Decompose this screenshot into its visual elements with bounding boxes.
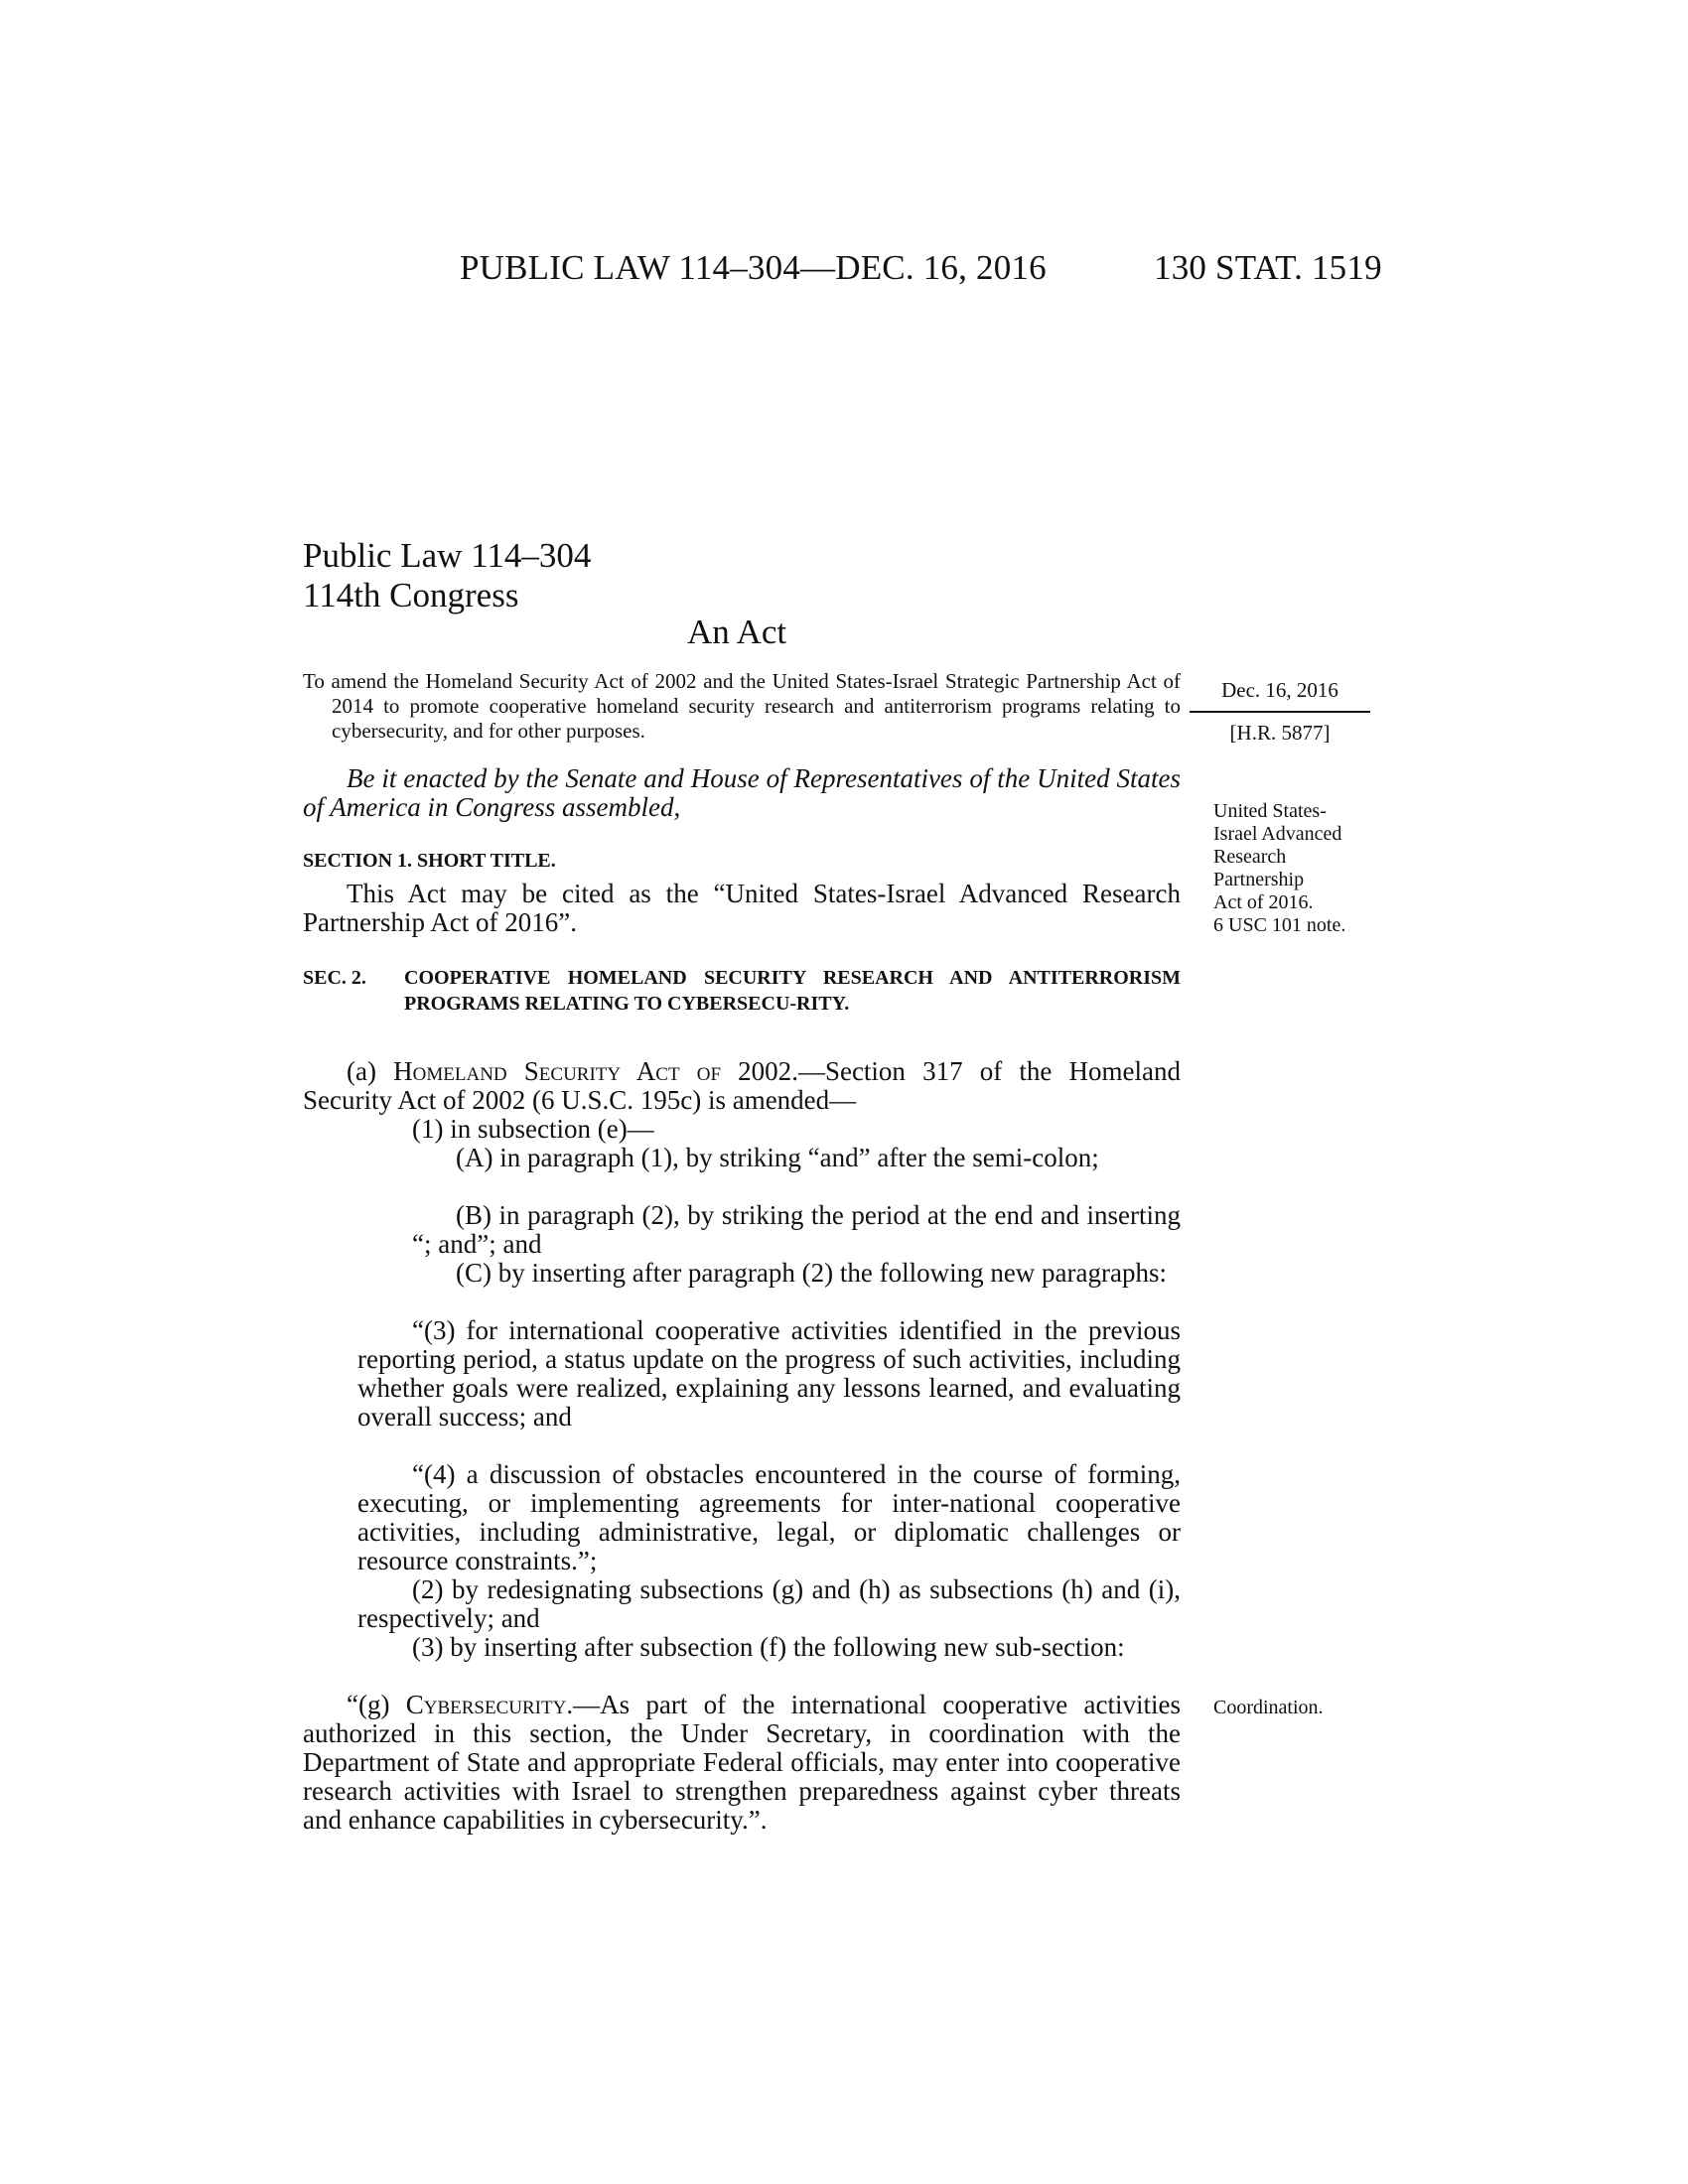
short-title-margin-note: [1213, 800, 1345, 937]
enactment-date-box: [1190, 678, 1370, 746]
paragraph-1: (1) in subsection (e)—: [412, 1114, 654, 1144]
paragraph-3: (3) by inserting after subsection (f) the following new sub-section:: [412, 1632, 1125, 1662]
enacting-clause: Be it enacted by the Senate and House of Representatives of the United States of America in Congress assembled,: [303, 763, 1181, 822]
margin-line: United States-: [1213, 800, 1327, 822]
subsection-a-label: (a): [347, 1056, 376, 1086]
purpose-clause: To amend the Homeland Security Act of 2002 and the United States-Israel Strategic Partnership Act of 2014 to promote cooperative homeland security research and antiterrorism programs relating to cybersecurity, and for other purposes.: [303, 669, 1181, 743]
margin-line: Act of 2016.: [1213, 891, 1314, 913]
subsection-a-text: .—Section 317 of the Homeland Security Act of 2002 (6 U.S.C. 195c) is amended—: [303, 1056, 1182, 1115]
subsection-a-caption: Homeland Security Act of 2002: [393, 1056, 792, 1086]
public-law-block: [303, 536, 591, 615]
section-1-heading: SECTION 1. SHORT TITLE.: [303, 850, 556, 872]
stat-citation: 130 STAT. 1519: [1154, 248, 1382, 287]
coordination-margin-note: Coordination.: [1213, 1697, 1324, 1718]
act-title: An Act: [687, 613, 787, 651]
quoted-paragraph-3: “(3) for international cooperative activities identified in the previous reporting period, a status update on the progress of such activities, including whether goals were realized, explaining any lessons learned, and evaluating overall success; and: [357, 1315, 1181, 1432]
subparagraph-c: (C) by inserting after paragraph (2) the following new paragraphs:: [456, 1258, 1168, 1288]
section-2-heading: [303, 965, 1181, 1017]
public-law-number: Public Law 114–304: [303, 536, 592, 575]
quoted-paragraph-4: “(4) a discussion of obstacles encountered in the course of forming, executing, or implementing agreements for inter-national cooperative activities, including administrative, legal, or diplomatic challenges or resource constraints.”;: [357, 1459, 1181, 1575]
quoted-subsection-g: [303, 1691, 1181, 1835]
subsection-g-text: .—As part of the international cooperative activities authorized in this section, the Under Secretary, in coordination with the Department of State and appropriate Federal officials, may enter into cooperative research activities with Israel to strengthen preparedness against cyber threats and enhance capabilities in cybersecurity.”.: [303, 1690, 1182, 1835]
subsection-g-label: “(g): [347, 1690, 390, 1719]
subsection-a: [303, 1057, 1181, 1115]
running-title: PUBLIC LAW 114–304—DEC. 16, 2016: [460, 248, 1047, 287]
margin-line: Partnership: [1213, 869, 1305, 890]
margin-line: Research: [1213, 846, 1287, 868]
margin-line: 6 USC 101 note.: [1213, 914, 1346, 936]
paragraph-2: (2) by redesignating subsections (g) and (h) as subsections (h) and (i), respectively; and: [357, 1574, 1181, 1633]
subparagraph-b: (B) in paragraph (2), by striking the period at the end and inserting “; and”; and: [412, 1200, 1181, 1259]
section-2-number: SEC. 2.: [303, 967, 366, 989]
subparagraph-a: (A) in paragraph (1), by striking “and” after the semi-colon;: [456, 1143, 1099, 1172]
subsection-g-caption: Cybersecurity: [405, 1690, 567, 1719]
enactment-date: Dec. 16, 2016: [1190, 678, 1370, 713]
margin-line: Israel Advanced: [1213, 823, 1342, 845]
congress-number: 114th Congress: [303, 576, 519, 614]
bill-number: [H.R. 5877]: [1229, 721, 1331, 745]
section-2-title: COOPERATIVE HOMELAND SECURITY RESEARCH AND ANTITERRORISM PROGRAMS RELATING TO CYBERSECU-RITY.: [404, 967, 1181, 1015]
section-1-text: This Act may be cited as the “United States-Israel Advanced Research Partnership Act of 2016”.: [303, 879, 1181, 937]
